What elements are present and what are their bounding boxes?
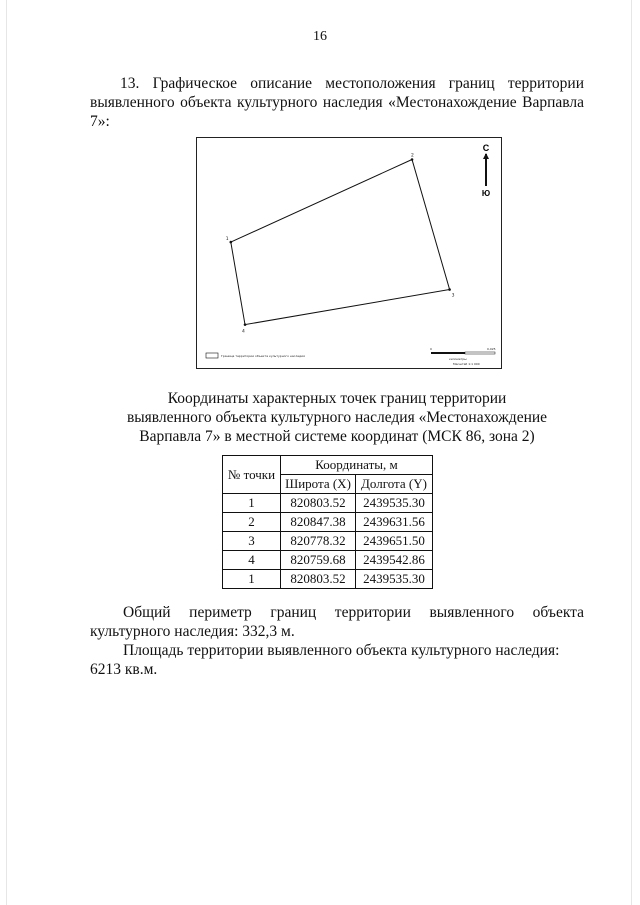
section-number: 13. bbox=[120, 75, 140, 92]
cell-x: 820847.38 bbox=[281, 513, 356, 532]
scan-margin-right bbox=[631, 0, 632, 905]
cell-point: 1 bbox=[223, 494, 281, 513]
legend-swatch bbox=[206, 353, 218, 358]
cell-x: 820803.52 bbox=[281, 570, 356, 589]
boundary-vertex bbox=[244, 323, 247, 326]
scale-end-label: 0,025 bbox=[487, 347, 496, 351]
boundary-vertex bbox=[411, 158, 414, 161]
header-coordinates: Координаты, м bbox=[281, 456, 433, 475]
scale-bar bbox=[430, 347, 496, 366]
perimeter-text: Общий периметр границ территории выявленного объекта культурного наследия: 332,3 м. bbox=[90, 604, 584, 640]
south-label: Ю bbox=[481, 189, 491, 198]
boundary-vertices bbox=[226, 153, 455, 335]
header-x: Широта (X) bbox=[281, 475, 356, 494]
legend-text: Граница территории объекта культурного наследия bbox=[221, 354, 305, 358]
cell-point: 1 bbox=[223, 570, 281, 589]
scan-margin-left bbox=[6, 0, 7, 905]
cell-x: 820778.32 bbox=[281, 532, 356, 551]
table-row bbox=[223, 532, 433, 551]
header-point: № точки bbox=[223, 456, 281, 494]
vertex-label: 4 bbox=[242, 329, 245, 335]
coordinates-heading-line3: Варпавла 7» в местной системе координат (МСК 86, зона 2) bbox=[139, 428, 535, 445]
vertex-label: 2 bbox=[411, 153, 414, 159]
boundary-polygon bbox=[231, 160, 450, 325]
area-paragraph bbox=[90, 641, 584, 679]
page-number: 16 bbox=[313, 29, 327, 44]
section-13-paragraph bbox=[90, 74, 584, 131]
table-header-row bbox=[223, 456, 433, 475]
boundary-vertex bbox=[448, 288, 451, 291]
coordinates-table bbox=[222, 455, 433, 589]
scale-units-label: километры bbox=[449, 357, 467, 361]
cell-y: 2439542.86 bbox=[356, 551, 433, 570]
table-row bbox=[223, 551, 433, 570]
north-arrow bbox=[482, 143, 490, 198]
map-legend bbox=[206, 353, 305, 358]
cell-y: 2439631.56 bbox=[356, 513, 433, 532]
cell-point: 4 bbox=[223, 551, 281, 570]
boundary-vertex bbox=[230, 241, 233, 244]
cell-x: 820759.68 bbox=[281, 551, 356, 570]
cell-y: 2439535.30 bbox=[356, 494, 433, 513]
boundary-map bbox=[196, 137, 502, 369]
cell-y: 2439651.50 bbox=[356, 532, 433, 551]
coordinates-heading-line2: выявленного объекта культурного наследия «Местонахождение bbox=[126, 409, 548, 426]
table-row bbox=[223, 570, 433, 589]
section-text: Графическое описание местоположения границ территории выявленного объекта культурного наследия «Местонахождение Варпавла 7»: bbox=[90, 75, 585, 130]
vertex-label: 1 bbox=[225, 237, 229, 243]
header-y: Долгота (Y) bbox=[356, 475, 433, 494]
scale-ratio-label: Масштаб 1:1 000 bbox=[453, 362, 480, 366]
cell-point: 3 bbox=[223, 532, 281, 551]
cell-x: 820803.52 bbox=[281, 494, 356, 513]
scale-start-label: 0 bbox=[430, 347, 432, 351]
table-row bbox=[223, 494, 433, 513]
coordinates-heading-line1: Координаты характерных точек границ территории bbox=[167, 390, 507, 407]
area-text: Площадь территории выявленного объекта культурного наследия: 6213 кв.м. bbox=[90, 642, 560, 678]
boundary-map-canvas bbox=[197, 138, 501, 368]
cell-y: 2439535.30 bbox=[356, 570, 433, 589]
north-label: С bbox=[482, 143, 490, 153]
vertex-label: 3 bbox=[451, 293, 455, 299]
coordinates-heading bbox=[90, 389, 584, 446]
cell-point: 2 bbox=[223, 513, 281, 532]
perimeter-paragraph bbox=[90, 603, 584, 641]
table-row bbox=[223, 513, 433, 532]
